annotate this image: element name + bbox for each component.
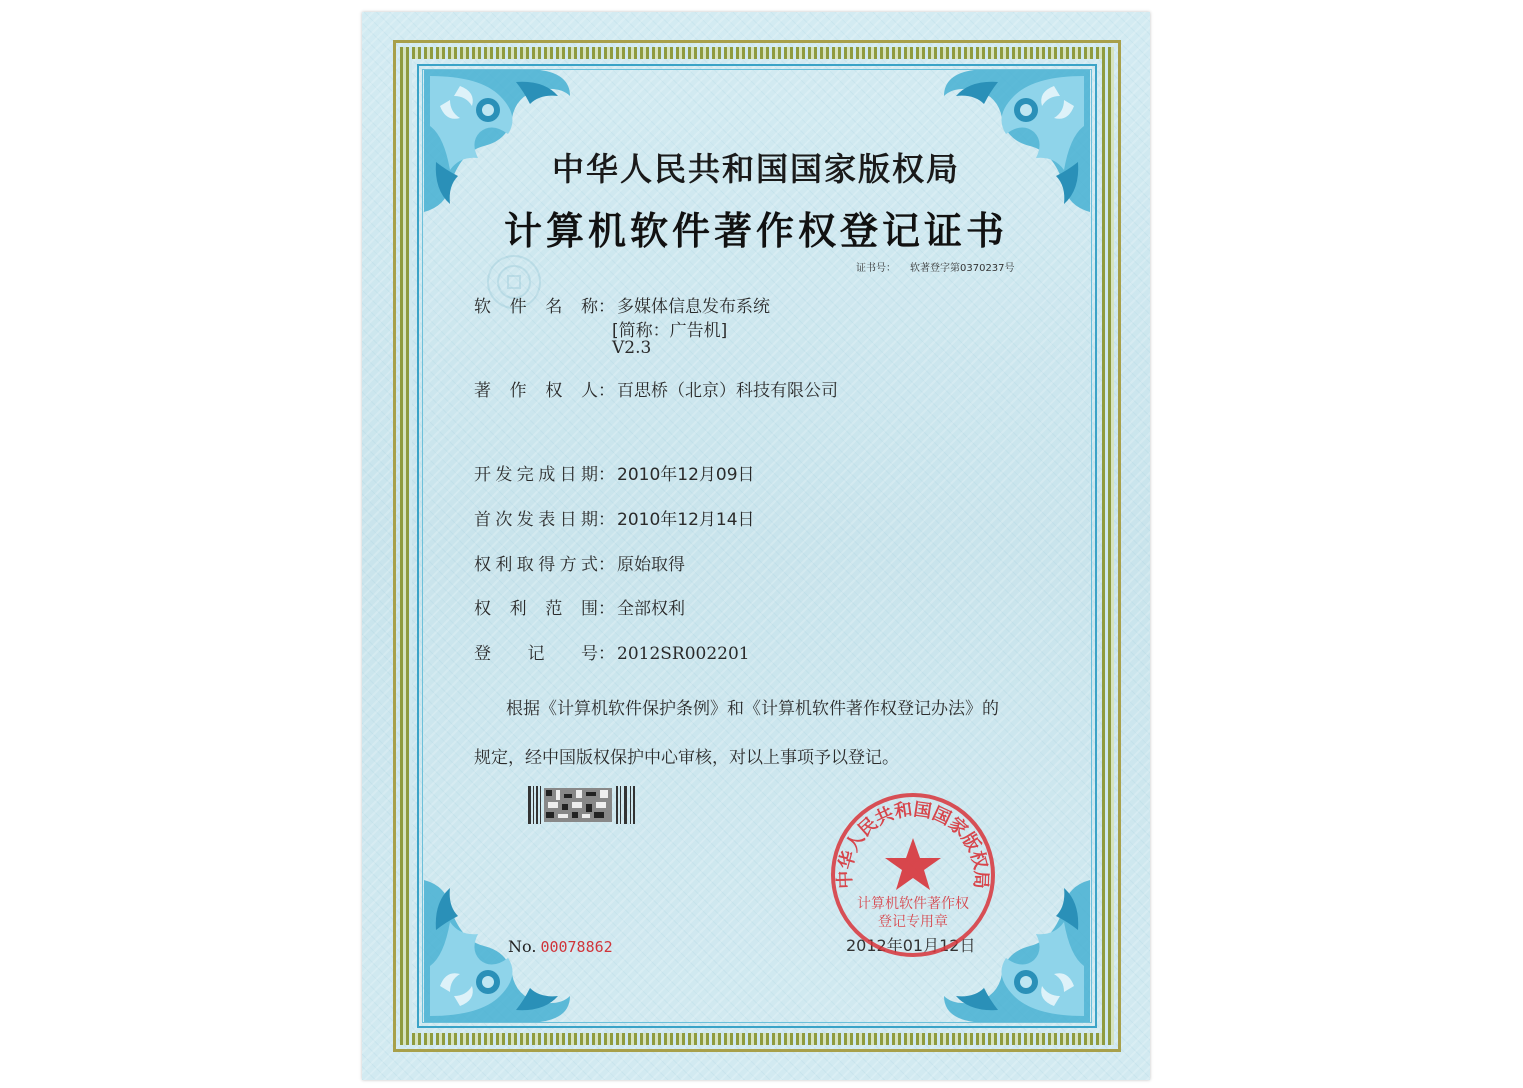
reg-no-row [474, 639, 750, 664]
owner-value: 百思桥（北京）科技有限公司 [617, 381, 838, 401]
colon: ： [598, 297, 615, 317]
software-name-row [474, 292, 770, 317]
colon: ： [598, 599, 615, 619]
scope-value: 全部权利 [617, 599, 685, 619]
reg-no-label: 登记号 [474, 644, 598, 664]
seal-center-line-2: 登记专用章 [878, 914, 948, 930]
colon: ： [598, 381, 615, 401]
issue-date: 2012年01月12日 [846, 936, 976, 955]
colon: ： [598, 555, 615, 575]
official-seal-stamp [828, 790, 998, 960]
acquire-row [474, 550, 685, 575]
corner-ornament-top-right [924, 66, 1094, 216]
certificate-number-value: 软著登字第0370237号 [910, 263, 1015, 274]
reg-no-value: 2012SR002201 [617, 644, 750, 664]
seal-ring-text: 中华人民共和国国家版权局 [834, 799, 992, 890]
barcode-icon [528, 786, 636, 824]
owner-label: 著作权人 [474, 381, 598, 401]
colon: ： [598, 644, 615, 664]
colon: ： [598, 510, 615, 530]
dev-date-label: 开发完成日期 [474, 465, 598, 485]
owner-row [474, 376, 838, 401]
software-name-label: 软件名称 [474, 297, 598, 317]
pub-date-row [474, 505, 755, 530]
acquire-value: 原始取得 [617, 555, 685, 575]
serial-number [508, 937, 613, 956]
software-name-value: 多媒体信息发布系统 [617, 297, 770, 317]
certificate-title: 计算机软件著作权登记证书 [503, 208, 1008, 253]
acquire-label: 权利取得方式 [474, 555, 598, 575]
serial-value: 00078862 [540, 938, 613, 956]
colon: ： [598, 465, 615, 485]
statement-line-1: 根据《计算机软件保护条例》和《计算机软件著作权登记办法》的 [506, 699, 999, 719]
serial-label: No. [508, 937, 537, 956]
seal-center-line-1: 计算机软件著作权 [857, 896, 969, 912]
dev-date-row [474, 460, 755, 485]
corner-ornament-top-left [420, 66, 590, 216]
issuer-title: 中华人民共和国国家版权局 [551, 150, 960, 188]
statement-line-2: 规定，经中国版权保护中心审核，对以上事项予以登记。 [474, 748, 899, 768]
pub-date-value: 2010年12月14日 [617, 510, 755, 530]
dev-date-value: 2010年12月09日 [617, 465, 755, 485]
scope-row [474, 594, 685, 619]
certificate-number [856, 259, 1015, 274]
pub-date-label: 首次发表日期 [474, 510, 598, 530]
software-short-name: [简称：广告机] [612, 321, 728, 341]
certificate-number-label: 证书号： [856, 263, 896, 274]
software-version: V2.3 [612, 338, 652, 358]
scope-label: 权利范围 [474, 599, 598, 619]
